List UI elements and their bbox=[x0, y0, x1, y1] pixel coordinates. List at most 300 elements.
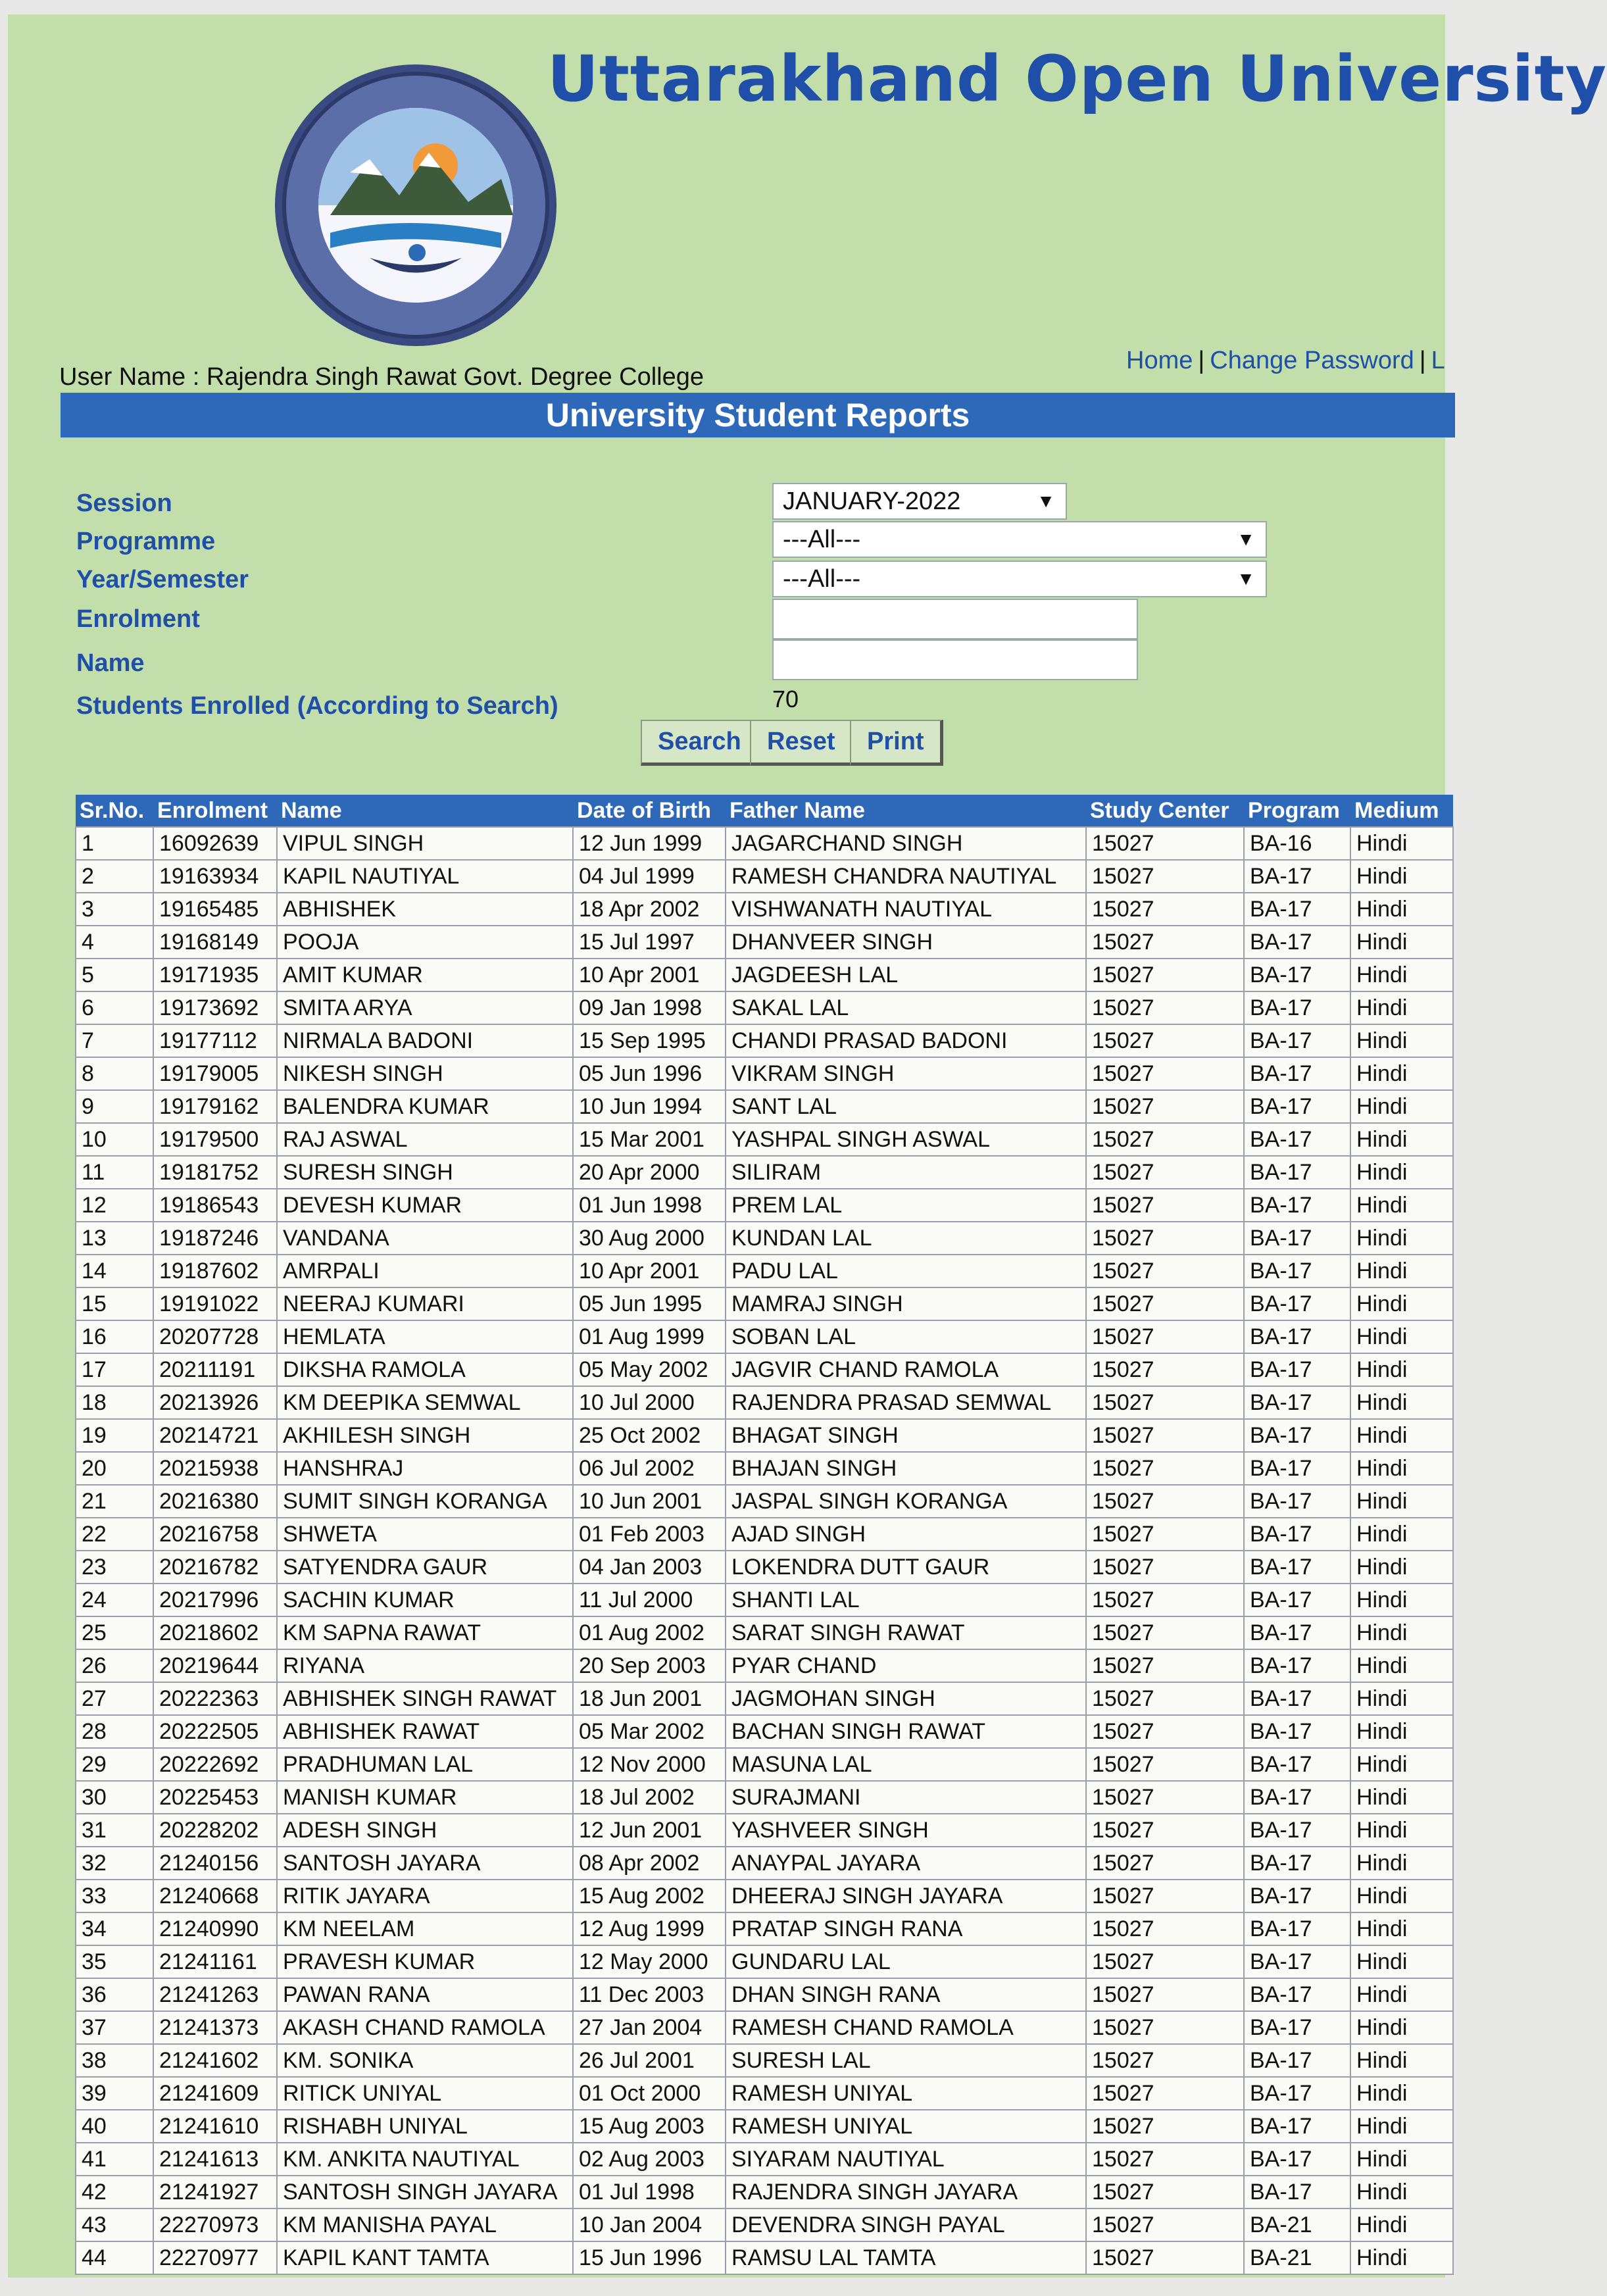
cell-medium: Hindi bbox=[1350, 1255, 1453, 1287]
cell-srno: 26 bbox=[76, 1649, 153, 1682]
cell-study-center: 15027 bbox=[1086, 860, 1244, 893]
cell-dob: 10 Jun 1994 bbox=[573, 1090, 726, 1123]
cell-medium: Hindi bbox=[1350, 2044, 1453, 2077]
cell-program: BA-17 bbox=[1244, 1945, 1350, 1978]
cell-medium: Hindi bbox=[1350, 1057, 1453, 1090]
cell-enrolment: 20213926 bbox=[153, 1386, 277, 1419]
table-row bbox=[76, 1320, 1453, 1353]
cell-srno: 4 bbox=[76, 926, 153, 959]
cell-father-name: AJAD SINGH bbox=[726, 1518, 1086, 1551]
cell-enrolment: 19171935 bbox=[153, 959, 277, 991]
table-row bbox=[76, 1386, 1453, 1419]
cell-dob: 05 Mar 2002 bbox=[573, 1715, 726, 1748]
cell-medium: Hindi bbox=[1350, 1847, 1453, 1880]
cell-study-center: 15027 bbox=[1086, 1353, 1244, 1386]
cell-study-center: 15027 bbox=[1086, 959, 1244, 991]
cell-father-name: SURAJMANI bbox=[726, 1781, 1086, 1814]
cell-medium: Hindi bbox=[1350, 2143, 1453, 2176]
cell-program: BA-17 bbox=[1244, 1156, 1350, 1189]
student-report-table bbox=[75, 795, 1454, 2275]
cell-dob: 15 Aug 2002 bbox=[573, 1880, 726, 1912]
cell-program: BA-17 bbox=[1244, 959, 1350, 991]
cell-program: BA-17 bbox=[1244, 1287, 1350, 1320]
cell-medium: Hindi bbox=[1350, 1715, 1453, 1748]
print-button[interactable]: Print bbox=[850, 720, 943, 766]
cell-father-name: RAMESH UNIYAL bbox=[726, 2077, 1086, 2110]
cell-name: KM. SONIKA bbox=[277, 2044, 573, 2077]
cell-srno: 13 bbox=[76, 1222, 153, 1255]
table-header-row bbox=[76, 795, 1453, 827]
cell-name: MANISH KUMAR bbox=[277, 1781, 573, 1814]
cell-program: BA-17 bbox=[1244, 1189, 1350, 1222]
cell-dob: 15 Sep 1995 bbox=[573, 1024, 726, 1057]
cell-program: BA-16 bbox=[1244, 827, 1350, 860]
cell-srno: 16 bbox=[76, 1320, 153, 1353]
table-row bbox=[76, 1880, 1453, 1912]
cell-medium: Hindi bbox=[1350, 1880, 1453, 1912]
cell-medium: Hindi bbox=[1350, 1551, 1453, 1584]
cell-program: BA-17 bbox=[1244, 1781, 1350, 1814]
students-enrolled-label: Students Enrolled (According to Search) bbox=[76, 692, 558, 720]
table-row bbox=[76, 1353, 1453, 1386]
cell-father-name: SILIRAM bbox=[726, 1156, 1086, 1189]
cell-medium: Hindi bbox=[1350, 1090, 1453, 1123]
cell-medium: Hindi bbox=[1350, 959, 1453, 991]
table-row bbox=[76, 2209, 1453, 2241]
table-row bbox=[76, 959, 1453, 991]
table-row bbox=[76, 1912, 1453, 1945]
cell-medium: Hindi bbox=[1350, 1419, 1453, 1452]
session-label: Session bbox=[76, 489, 172, 517]
table-row bbox=[76, 1419, 1453, 1452]
cell-name: RISHABH UNIYAL bbox=[277, 2110, 573, 2143]
cell-srno: 32 bbox=[76, 1847, 153, 1880]
table-row bbox=[76, 1485, 1453, 1518]
table-row bbox=[76, 1287, 1453, 1320]
cell-dob: 10 Apr 2001 bbox=[573, 959, 726, 991]
table-row bbox=[76, 1945, 1453, 1978]
cell-father-name: JAGMOHAN SINGH bbox=[726, 1682, 1086, 1715]
cell-dob: 05 May 2002 bbox=[573, 1353, 726, 1386]
cell-father-name: BACHAN SINGH RAWAT bbox=[726, 1715, 1086, 1748]
cell-dob: 01 Jun 1998 bbox=[573, 1189, 726, 1222]
cell-dob: 12 Jun 2001 bbox=[573, 1814, 726, 1847]
name-input[interactable] bbox=[772, 639, 1138, 680]
cell-study-center: 15027 bbox=[1086, 2176, 1244, 2209]
column-header-father-name: Father Name bbox=[726, 795, 1086, 827]
cell-medium: Hindi bbox=[1350, 2077, 1453, 2110]
cell-srno: 25 bbox=[76, 1616, 153, 1649]
table-row bbox=[76, 1649, 1453, 1682]
table-row bbox=[76, 1551, 1453, 1584]
cell-dob: 04 Jan 2003 bbox=[573, 1551, 726, 1584]
table-row bbox=[76, 1715, 1453, 1748]
cell-enrolment: 22270973 bbox=[153, 2209, 277, 2241]
cell-medium: Hindi bbox=[1350, 2209, 1453, 2241]
cell-srno: 7 bbox=[76, 1024, 153, 1057]
cell-study-center: 15027 bbox=[1086, 2209, 1244, 2241]
cell-study-center: 15027 bbox=[1086, 991, 1244, 1024]
reset-button[interactable]: Reset bbox=[750, 720, 854, 766]
cell-program: BA-17 bbox=[1244, 1584, 1350, 1616]
enrolment-input[interactable] bbox=[772, 599, 1138, 639]
cell-study-center: 15027 bbox=[1086, 1880, 1244, 1912]
cell-study-center: 15027 bbox=[1086, 2143, 1244, 2176]
cell-enrolment: 19186543 bbox=[153, 1189, 277, 1222]
table-row bbox=[76, 926, 1453, 959]
cell-program: BA-17 bbox=[1244, 1616, 1350, 1649]
cell-study-center: 15027 bbox=[1086, 1189, 1244, 1222]
cell-srno: 23 bbox=[76, 1551, 153, 1584]
cell-program: BA-17 bbox=[1244, 2077, 1350, 2110]
cell-name: AKASH CHAND RAMOLA bbox=[277, 2011, 573, 2044]
cell-enrolment: 20217996 bbox=[153, 1584, 277, 1616]
cell-father-name: JAGVIR CHAND RAMOLA bbox=[726, 1353, 1086, 1386]
cell-father-name: PREM LAL bbox=[726, 1189, 1086, 1222]
cell-medium: Hindi bbox=[1350, 1320, 1453, 1353]
cell-study-center: 15027 bbox=[1086, 1320, 1244, 1353]
cell-medium: Hindi bbox=[1350, 1024, 1453, 1057]
cell-name: SANTOSH SINGH JAYARA bbox=[277, 2176, 573, 2209]
cell-srno: 40 bbox=[76, 2110, 153, 2143]
cell-medium: Hindi bbox=[1350, 1748, 1453, 1781]
cell-medium: Hindi bbox=[1350, 1452, 1453, 1485]
cell-dob: 12 Aug 1999 bbox=[573, 1912, 726, 1945]
cell-dob: 10 Jun 2001 bbox=[573, 1485, 726, 1518]
cell-name: RITICK UNIYAL bbox=[277, 2077, 573, 2110]
table-row bbox=[76, 1024, 1453, 1057]
cell-dob: 01 Oct 2000 bbox=[573, 2077, 726, 2110]
cell-study-center: 15027 bbox=[1086, 1419, 1244, 1452]
cell-dob: 01 Feb 2003 bbox=[573, 1518, 726, 1551]
cell-enrolment: 19187602 bbox=[153, 1255, 277, 1287]
cell-enrolment: 19191022 bbox=[153, 1287, 277, 1320]
cell-enrolment: 21241613 bbox=[153, 2143, 277, 2176]
cell-program: BA-17 bbox=[1244, 1518, 1350, 1551]
cell-father-name: RAMSU LAL TAMTA bbox=[726, 2241, 1086, 2274]
cell-name: VIPUL SINGH bbox=[277, 827, 573, 860]
cell-medium: Hindi bbox=[1350, 1156, 1453, 1189]
cell-srno: 34 bbox=[76, 1912, 153, 1945]
cell-dob: 18 Jul 2002 bbox=[573, 1781, 726, 1814]
cell-dob: 15 Aug 2003 bbox=[573, 2110, 726, 2143]
cell-medium: Hindi bbox=[1350, 1287, 1453, 1320]
column-header-program: Program bbox=[1244, 795, 1350, 827]
cell-study-center: 15027 bbox=[1086, 1781, 1244, 1814]
cell-name: ABHISHEK RAWAT bbox=[277, 1715, 573, 1748]
cell-medium: Hindi bbox=[1350, 991, 1453, 1024]
cell-name: RIYANA bbox=[277, 1649, 573, 1682]
cell-father-name: MASUNA LAL bbox=[726, 1748, 1086, 1781]
cell-dob: 15 Jun 1996 bbox=[573, 2241, 726, 2274]
cell-name: SANTOSH JAYARA bbox=[277, 1847, 573, 1880]
cell-srno: 9 bbox=[76, 1090, 153, 1123]
table-row bbox=[76, 1255, 1453, 1287]
chevron-down-icon: ▼ bbox=[1237, 568, 1255, 589]
cell-srno: 20 bbox=[76, 1452, 153, 1485]
table-row bbox=[76, 860, 1453, 893]
cell-srno: 43 bbox=[76, 2209, 153, 2241]
cell-srno: 5 bbox=[76, 959, 153, 991]
cell-program: BA-21 bbox=[1244, 2241, 1350, 2274]
cell-program: BA-17 bbox=[1244, 2143, 1350, 2176]
table-row bbox=[76, 893, 1453, 926]
cell-dob: 11 Jul 2000 bbox=[573, 1584, 726, 1616]
cell-program: BA-17 bbox=[1244, 1880, 1350, 1912]
cell-srno: 6 bbox=[76, 991, 153, 1024]
cell-enrolment: 20215938 bbox=[153, 1452, 277, 1485]
cell-program: BA-17 bbox=[1244, 1090, 1350, 1123]
table-row bbox=[76, 1616, 1453, 1649]
cell-study-center: 15027 bbox=[1086, 1945, 1244, 1978]
cell-father-name: JAGDEESH LAL bbox=[726, 959, 1086, 991]
programme-label: Programme bbox=[76, 528, 216, 555]
cell-dob: 02 Aug 2003 bbox=[573, 2143, 726, 2176]
cell-enrolment: 21240668 bbox=[153, 1880, 277, 1912]
cell-dob: 12 May 2000 bbox=[573, 1945, 726, 1978]
cell-dob: 11 Dec 2003 bbox=[573, 1978, 726, 2011]
cell-medium: Hindi bbox=[1350, 1518, 1453, 1551]
cell-srno: 19 bbox=[76, 1419, 153, 1452]
cell-enrolment: 21241373 bbox=[153, 2011, 277, 2044]
cell-study-center: 15027 bbox=[1086, 1057, 1244, 1090]
cell-program: BA-17 bbox=[1244, 1353, 1350, 1386]
cell-father-name: SOBAN LAL bbox=[726, 1320, 1086, 1353]
cell-study-center: 15027 bbox=[1086, 1649, 1244, 1682]
cell-father-name: KUNDAN LAL bbox=[726, 1222, 1086, 1255]
cell-enrolment: 20216758 bbox=[153, 1518, 277, 1551]
cell-program: BA-21 bbox=[1244, 2209, 1350, 2241]
change-password-link[interactable]: Change Password bbox=[1210, 347, 1414, 374]
table-row bbox=[76, 1847, 1453, 1880]
cell-name: RITIK JAYARA bbox=[277, 1880, 573, 1912]
cell-medium: Hindi bbox=[1350, 1386, 1453, 1419]
cell-father-name: CHANDI PRASAD BADONI bbox=[726, 1024, 1086, 1057]
table-row bbox=[76, 1189, 1453, 1222]
cell-study-center: 15027 bbox=[1086, 1024, 1244, 1057]
cell-study-center: 15027 bbox=[1086, 1616, 1244, 1649]
cell-dob: 09 Jan 1998 bbox=[573, 991, 726, 1024]
cell-medium: Hindi bbox=[1350, 827, 1453, 860]
cell-medium: Hindi bbox=[1350, 2176, 1453, 2209]
cell-dob: 27 Jan 2004 bbox=[573, 2011, 726, 2044]
university-title: Uttarakhand Open University bbox=[547, 42, 1607, 116]
cell-father-name: YASHVEER SINGH bbox=[726, 1814, 1086, 1847]
search-button[interactable]: Search bbox=[641, 720, 760, 766]
cell-medium: Hindi bbox=[1350, 1222, 1453, 1255]
cell-study-center: 15027 bbox=[1086, 1287, 1244, 1320]
programme-select[interactable] bbox=[772, 521, 1267, 558]
cell-enrolment: 20216782 bbox=[153, 1551, 277, 1584]
table-row bbox=[76, 2077, 1453, 2110]
cell-name: NEERAJ KUMARI bbox=[277, 1287, 573, 1320]
cell-srno: 30 bbox=[76, 1781, 153, 1814]
table-row bbox=[76, 2241, 1453, 2274]
cell-dob: 20 Sep 2003 bbox=[573, 1649, 726, 1682]
column-header-srno: Sr.No. bbox=[76, 795, 153, 827]
cell-enrolment: 20214721 bbox=[153, 1419, 277, 1452]
cell-father-name: DEVENDRA SINGH PAYAL bbox=[726, 2209, 1086, 2241]
cell-srno: 18 bbox=[76, 1386, 153, 1419]
students-enrolled-count: 70 bbox=[772, 686, 799, 712]
cell-dob: 05 Jun 1996 bbox=[573, 1057, 726, 1090]
cell-father-name: JAGARCHAND SINGH bbox=[726, 827, 1086, 860]
cell-name: PRADHUMAN LAL bbox=[277, 1748, 573, 1781]
cell-medium: Hindi bbox=[1350, 1616, 1453, 1649]
cell-study-center: 15027 bbox=[1086, 926, 1244, 959]
cell-program: BA-17 bbox=[1244, 2011, 1350, 2044]
enrolment-label: Enrolment bbox=[76, 605, 200, 633]
column-header-dob: Date of Birth bbox=[573, 795, 726, 827]
table-row bbox=[76, 1978, 1453, 2011]
cell-father-name: JASPAL SINGH KORANGA bbox=[726, 1485, 1086, 1518]
cell-dob: 08 Apr 2002 bbox=[573, 1847, 726, 1880]
cell-name: DEVESH KUMAR bbox=[277, 1189, 573, 1222]
cell-program: BA-17 bbox=[1244, 1682, 1350, 1715]
cell-dob: 12 Jun 1999 bbox=[573, 827, 726, 860]
cell-study-center: 15027 bbox=[1086, 893, 1244, 926]
cell-father-name: DHAN SINGH RANA bbox=[726, 1978, 1086, 2011]
table-row bbox=[76, 1814, 1453, 1847]
cell-enrolment: 19179162 bbox=[153, 1090, 277, 1123]
cell-program: BA-17 bbox=[1244, 991, 1350, 1024]
cell-father-name: RAMESH CHAND RAMOLA bbox=[726, 2011, 1086, 2044]
cell-study-center: 15027 bbox=[1086, 1123, 1244, 1156]
cell-dob: 18 Apr 2002 bbox=[573, 893, 726, 926]
cell-name: PAWAN RANA bbox=[277, 1978, 573, 2011]
year-semester-select-value: ---All--- bbox=[783, 565, 861, 593]
column-header-name: Name bbox=[277, 795, 573, 827]
table-row bbox=[76, 2011, 1453, 2044]
cell-program: BA-17 bbox=[1244, 2110, 1350, 2143]
cell-enrolment: 20225453 bbox=[153, 1781, 277, 1814]
university-logo bbox=[271, 61, 560, 350]
cell-father-name: SANT LAL bbox=[726, 1090, 1086, 1123]
cell-enrolment: 20228202 bbox=[153, 1814, 277, 1847]
cell-medium: Hindi bbox=[1350, 926, 1453, 959]
session-select-value: JANUARY-2022 bbox=[783, 487, 961, 515]
cell-father-name: PADU LAL bbox=[726, 1255, 1086, 1287]
cell-srno: 37 bbox=[76, 2011, 153, 2044]
cell-srno: 22 bbox=[76, 1518, 153, 1551]
cell-medium: Hindi bbox=[1350, 1353, 1453, 1386]
cell-father-name: ANAYPAL JAYARA bbox=[726, 1847, 1086, 1880]
logout-link[interactable]: L bbox=[1431, 347, 1445, 374]
cell-dob: 01 Aug 1999 bbox=[573, 1320, 726, 1353]
cell-study-center: 15027 bbox=[1086, 1748, 1244, 1781]
cell-father-name: SHANTI LAL bbox=[726, 1584, 1086, 1616]
session-select[interactable] bbox=[772, 483, 1067, 520]
cell-dob: 01 Aug 2002 bbox=[573, 1616, 726, 1649]
cell-study-center: 15027 bbox=[1086, 1814, 1244, 1847]
cell-study-center: 15027 bbox=[1086, 1386, 1244, 1419]
cell-name: PRAVESH KUMAR bbox=[277, 1945, 573, 1978]
cell-name: SMITA ARYA bbox=[277, 991, 573, 1024]
year-semester-label: Year/Semester bbox=[76, 566, 249, 593]
cell-father-name: RAMESH UNIYAL bbox=[726, 2110, 1086, 2143]
cell-enrolment: 20207728 bbox=[153, 1320, 277, 1353]
cell-study-center: 15027 bbox=[1086, 2011, 1244, 2044]
cell-enrolment: 20211191 bbox=[153, 1353, 277, 1386]
cell-name: HANSHRAJ bbox=[277, 1452, 573, 1485]
cell-dob: 04 Jul 1999 bbox=[573, 860, 726, 893]
cell-srno: 17 bbox=[76, 1353, 153, 1386]
cell-program: BA-17 bbox=[1244, 1715, 1350, 1748]
cell-program: BA-17 bbox=[1244, 1847, 1350, 1880]
cell-enrolment: 19179500 bbox=[153, 1123, 277, 1156]
cell-srno: 35 bbox=[76, 1945, 153, 1978]
cell-srno: 44 bbox=[76, 2241, 153, 2274]
cell-program: BA-17 bbox=[1244, 1485, 1350, 1518]
cell-enrolment: 19181752 bbox=[153, 1156, 277, 1189]
cell-dob: 10 Jan 2004 bbox=[573, 2209, 726, 2241]
cell-study-center: 15027 bbox=[1086, 1847, 1244, 1880]
cell-name: VANDANA bbox=[277, 1222, 573, 1255]
cell-father-name: PYAR CHAND bbox=[726, 1649, 1086, 1682]
cell-program: BA-17 bbox=[1244, 1748, 1350, 1781]
table-row bbox=[76, 1222, 1453, 1255]
cell-dob: 20 Apr 2000 bbox=[573, 1156, 726, 1189]
cell-father-name: DHEERAJ SINGH JAYARA bbox=[726, 1880, 1086, 1912]
cell-name: KM DEEPIKA SEMWAL bbox=[277, 1386, 573, 1419]
cell-name: ABHISHEK bbox=[277, 893, 573, 926]
cell-medium: Hindi bbox=[1350, 1978, 1453, 2011]
table-row bbox=[76, 1781, 1453, 1814]
cell-enrolment: 19179005 bbox=[153, 1057, 277, 1090]
cell-srno: 10 bbox=[76, 1123, 153, 1156]
cell-medium: Hindi bbox=[1350, 1814, 1453, 1847]
cell-medium: Hindi bbox=[1350, 1945, 1453, 1978]
cell-father-name: SIYARAM NAUTIYAL bbox=[726, 2143, 1086, 2176]
cell-enrolment: 19173692 bbox=[153, 991, 277, 1024]
cell-medium: Hindi bbox=[1350, 1682, 1453, 1715]
cell-program: BA-17 bbox=[1244, 1452, 1350, 1485]
cell-enrolment: 21241602 bbox=[153, 2044, 277, 2077]
cell-name: SUMIT SINGH KORANGA bbox=[277, 1485, 573, 1518]
user-name-label: User Name : Rajendra Singh Rawat Govt. Degree College bbox=[59, 363, 705, 391]
table-row bbox=[76, 2044, 1453, 2077]
top-nav-links: Home | Change Password | L bbox=[1126, 347, 1445, 374]
cell-dob: 18 Jun 2001 bbox=[573, 1682, 726, 1715]
cell-name: POOJA bbox=[277, 926, 573, 959]
cell-medium: Hindi bbox=[1350, 1189, 1453, 1222]
cell-srno: 21 bbox=[76, 1485, 153, 1518]
chevron-down-icon: ▼ bbox=[1237, 529, 1255, 549]
cell-name: DIKSHA RAMOLA bbox=[277, 1353, 573, 1386]
cell-father-name: RAMESH CHANDRA NAUTIYAL bbox=[726, 860, 1086, 893]
cell-enrolment: 19163934 bbox=[153, 860, 277, 893]
cell-program: BA-17 bbox=[1244, 1814, 1350, 1847]
table-row bbox=[76, 1748, 1453, 1781]
table-row bbox=[76, 2110, 1453, 2143]
table-row bbox=[76, 991, 1453, 1024]
home-link[interactable]: Home bbox=[1126, 347, 1193, 374]
cell-name: AMIT KUMAR bbox=[277, 959, 573, 991]
year-semester-select[interactable] bbox=[772, 561, 1267, 597]
reports-banner: University Student Reports bbox=[61, 393, 1455, 437]
cell-father-name: MAMRAJ SINGH bbox=[726, 1287, 1086, 1320]
name-label: Name bbox=[76, 649, 145, 677]
cell-enrolment: 19177112 bbox=[153, 1024, 277, 1057]
cell-study-center: 15027 bbox=[1086, 1485, 1244, 1518]
cell-name: SURESH SINGH bbox=[277, 1156, 573, 1189]
cell-study-center: 15027 bbox=[1086, 2241, 1244, 2274]
cell-father-name: SURESH LAL bbox=[726, 2044, 1086, 2077]
column-header-enrolment: Enrolment bbox=[153, 795, 277, 827]
cell-dob: 10 Jul 2000 bbox=[573, 1386, 726, 1419]
cell-srno: 29 bbox=[76, 1748, 153, 1781]
table-row bbox=[76, 1682, 1453, 1715]
